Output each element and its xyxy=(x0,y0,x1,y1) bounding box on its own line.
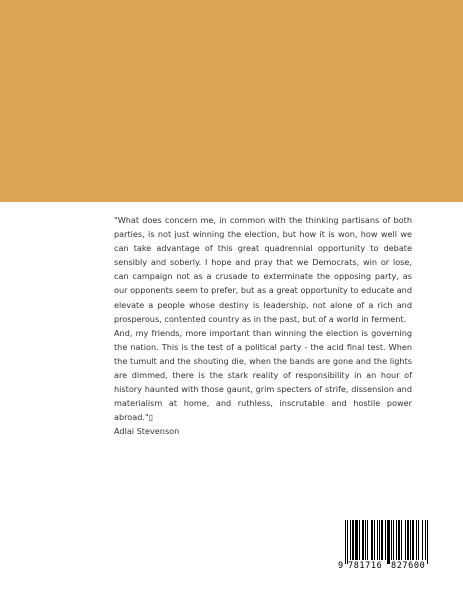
isbn-barcode xyxy=(336,517,435,573)
quote-paragraph-2: And, my friends, more important than winning the election is governing the nation. This is the test of a political party - the acid final test. When the tumult and the shouting die, when the bands are gone and the lights are dimmed, there is the stark reality of responsibility in an hour of history haunted with those gaunt, grim specters of strife, dissension and materialism at home, and ruthless, inscrutable and hostile power abroad."▯ xyxy=(114,327,412,423)
quote-paragraph-1: "What does concern me, in common with the thinking partisans of both parties, is not just winning the election, but how it is won, how well we can take advantage of this great quadrennial opportunity to debate sensibly and soberly. I hope and pray that we Democrats, win or lose, can campaign not as a crusade to exterminate the opposing party, as our opponents seem to prefer, but as a great opportunity to educate and elevate a people whose destiny is leadership, not alone of a rich and prosperous, contented country as in the past, but of a world in ferment. xyxy=(114,215,412,324)
back-cover-quote xyxy=(114,213,412,439)
barcode-right-digits: 827600 xyxy=(391,561,426,571)
quote-attribution: Adlai Stevenson xyxy=(114,426,180,437)
cover-color-band xyxy=(0,0,463,202)
barcode-first-digit: 9 xyxy=(338,561,344,571)
barcode-left-digits: 781716 xyxy=(348,561,383,571)
